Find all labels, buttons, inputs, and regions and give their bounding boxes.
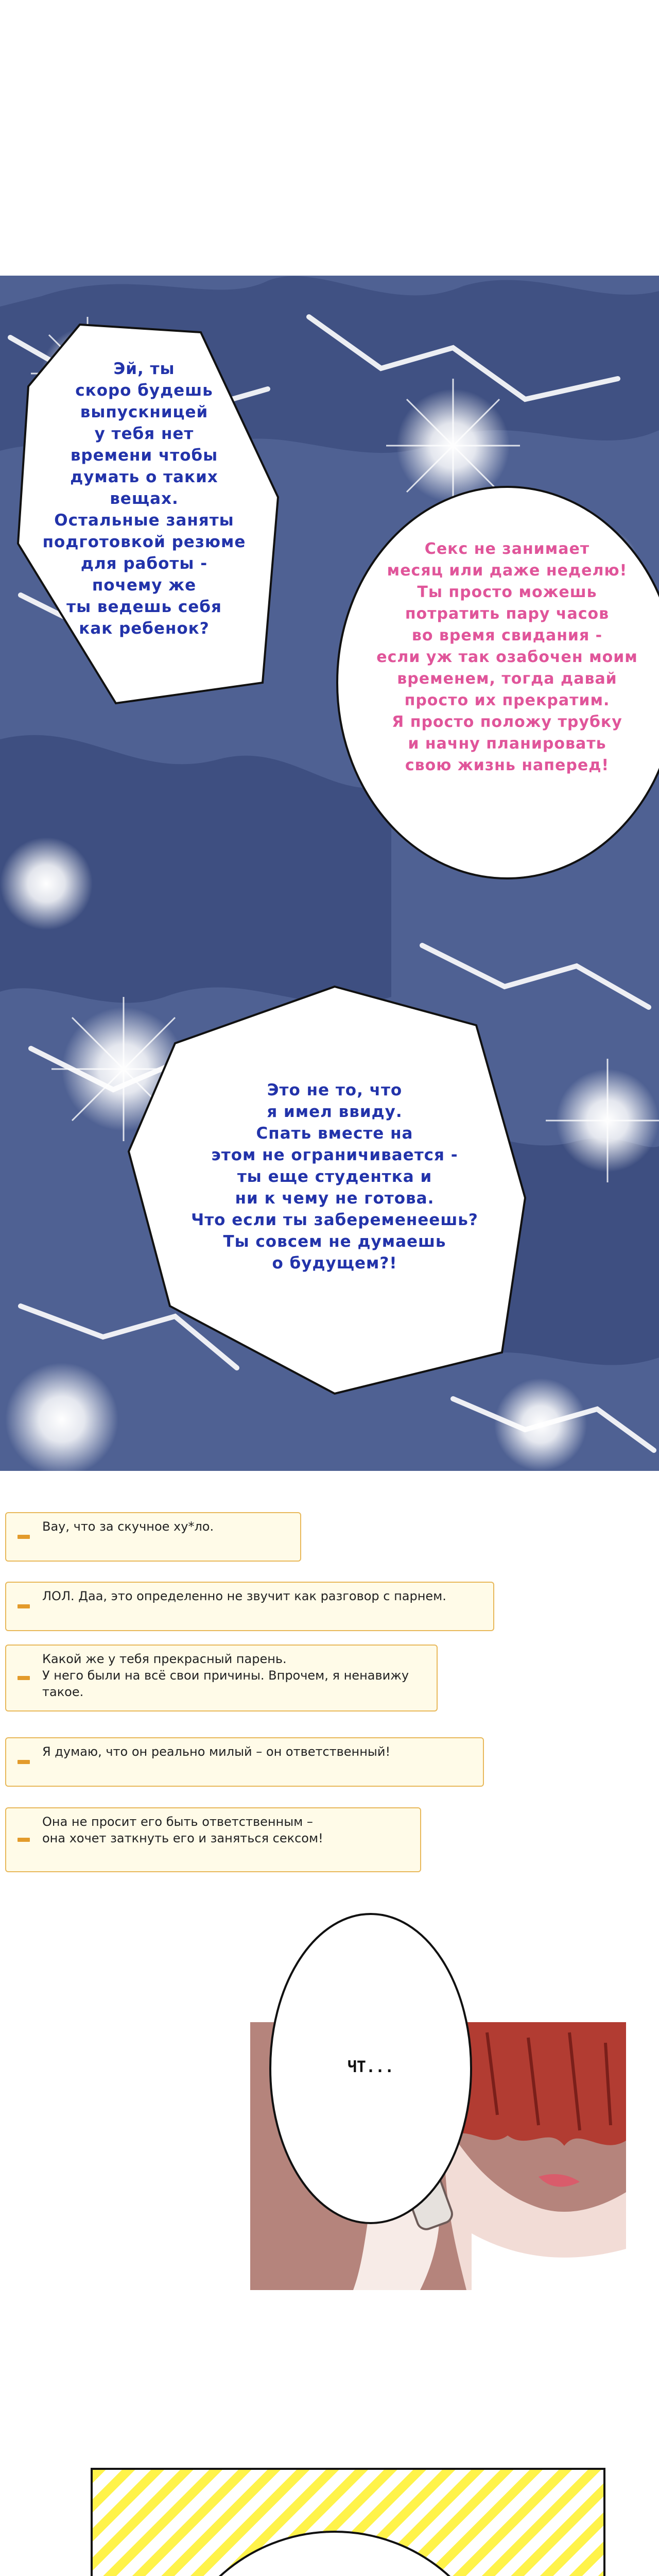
speech-line: просто их прекратим.: [404, 691, 610, 709]
note-marker: [18, 1676, 30, 1680]
speech-line: как ребенок?: [79, 619, 210, 638]
speech-line: вещах.: [110, 489, 179, 508]
speech-line: подготовкой резюме: [42, 533, 246, 551]
speech-bubble-condoms: [165, 2532, 505, 2576]
speech-line: выпускницей: [80, 403, 209, 421]
note-line: У него были на всё свои причины. Впрочем, я ненавижу такое.: [42, 1668, 409, 1699]
comment-note: [5, 1512, 301, 1562]
speech-line: свою жизнь наперед!: [405, 756, 610, 774]
note-line: Какой же у тебя прекрасный парень.: [42, 1652, 287, 1666]
speech-line: Что если ты забеременеешь?: [191, 1211, 478, 1229]
note-marker: [18, 1760, 30, 1764]
speech-line: скоро будешь: [75, 381, 213, 400]
speech-line: этом не ограничивается -: [211, 1146, 458, 1164]
speech-line: ты еще студентка и: [237, 1167, 432, 1186]
speech-line: времени чтобы: [70, 446, 218, 465]
speech-line: Ты просто можешь: [417, 583, 597, 601]
speech-line: о будущем?!: [272, 1254, 397, 1273]
speech-line: если уж так озабочен моим: [376, 648, 638, 666]
speech-line: почему же: [92, 576, 197, 595]
speech-text-left: [31, 358, 257, 639]
speech-line: Ты совсем не думаешь: [223, 1232, 446, 1251]
speech-line: Остальные заняты: [54, 511, 234, 530]
speech-line: Я просто положу трубку: [392, 713, 622, 731]
note-line: Вау, что за скучное ху*ло.: [42, 1519, 214, 1534]
comment-note: [5, 1737, 484, 1787]
speech-line: Секс не занимает: [424, 540, 590, 558]
note-line: она хочет заткнуть его и заняться сексом!: [42, 1831, 323, 1845]
manga-panel-argument: [0, 276, 659, 1471]
note-marker: [18, 1535, 30, 1539]
speech-line: потратить пару часов: [405, 605, 610, 623]
speech-line: у тебя нет: [94, 425, 194, 443]
speech-line: для работы -: [80, 554, 208, 573]
comment-note: [5, 1645, 438, 1711]
speech-line: и начну планировать: [408, 735, 606, 753]
speech-line: месяц или даже неделю!: [387, 562, 628, 580]
speech-line: во время свидания -: [411, 626, 603, 645]
manga-panel-condoms: [91, 2468, 605, 2576]
panel3-art: [93, 2470, 603, 2576]
note-line: Она не просит его быть ответственным –: [42, 1815, 313, 1829]
comment-note: [5, 1807, 421, 1872]
speech-line: я имел ввиду.: [267, 1103, 403, 1121]
comment-note: [5, 1582, 494, 1631]
speech-line: Спать вместе на: [256, 1124, 413, 1143]
speech-line: Эй, ты: [113, 360, 175, 378]
note-line: Я думаю, что он реально милый – он ответственный!: [42, 1744, 391, 1759]
note-marker: [18, 1838, 30, 1842]
note-marker: [18, 1604, 30, 1608]
speech-text-panel2: ЧТ...: [347, 2058, 394, 2076]
speech-line: ни к чему не готова.: [235, 1189, 435, 1208]
speech-text-right: [350, 538, 659, 776]
speech-line: ты ведешь себя: [66, 598, 222, 616]
speech-line: думать о таких: [70, 468, 218, 486]
speech-text-center: [154, 1079, 515, 1274]
speech-line: Это не то, что: [267, 1081, 403, 1099]
speech-line: временем, тогда давай: [397, 670, 617, 688]
note-line: ЛОЛ. Даа, это определенно не звучит как разговор с парнем.: [42, 1589, 446, 1603]
